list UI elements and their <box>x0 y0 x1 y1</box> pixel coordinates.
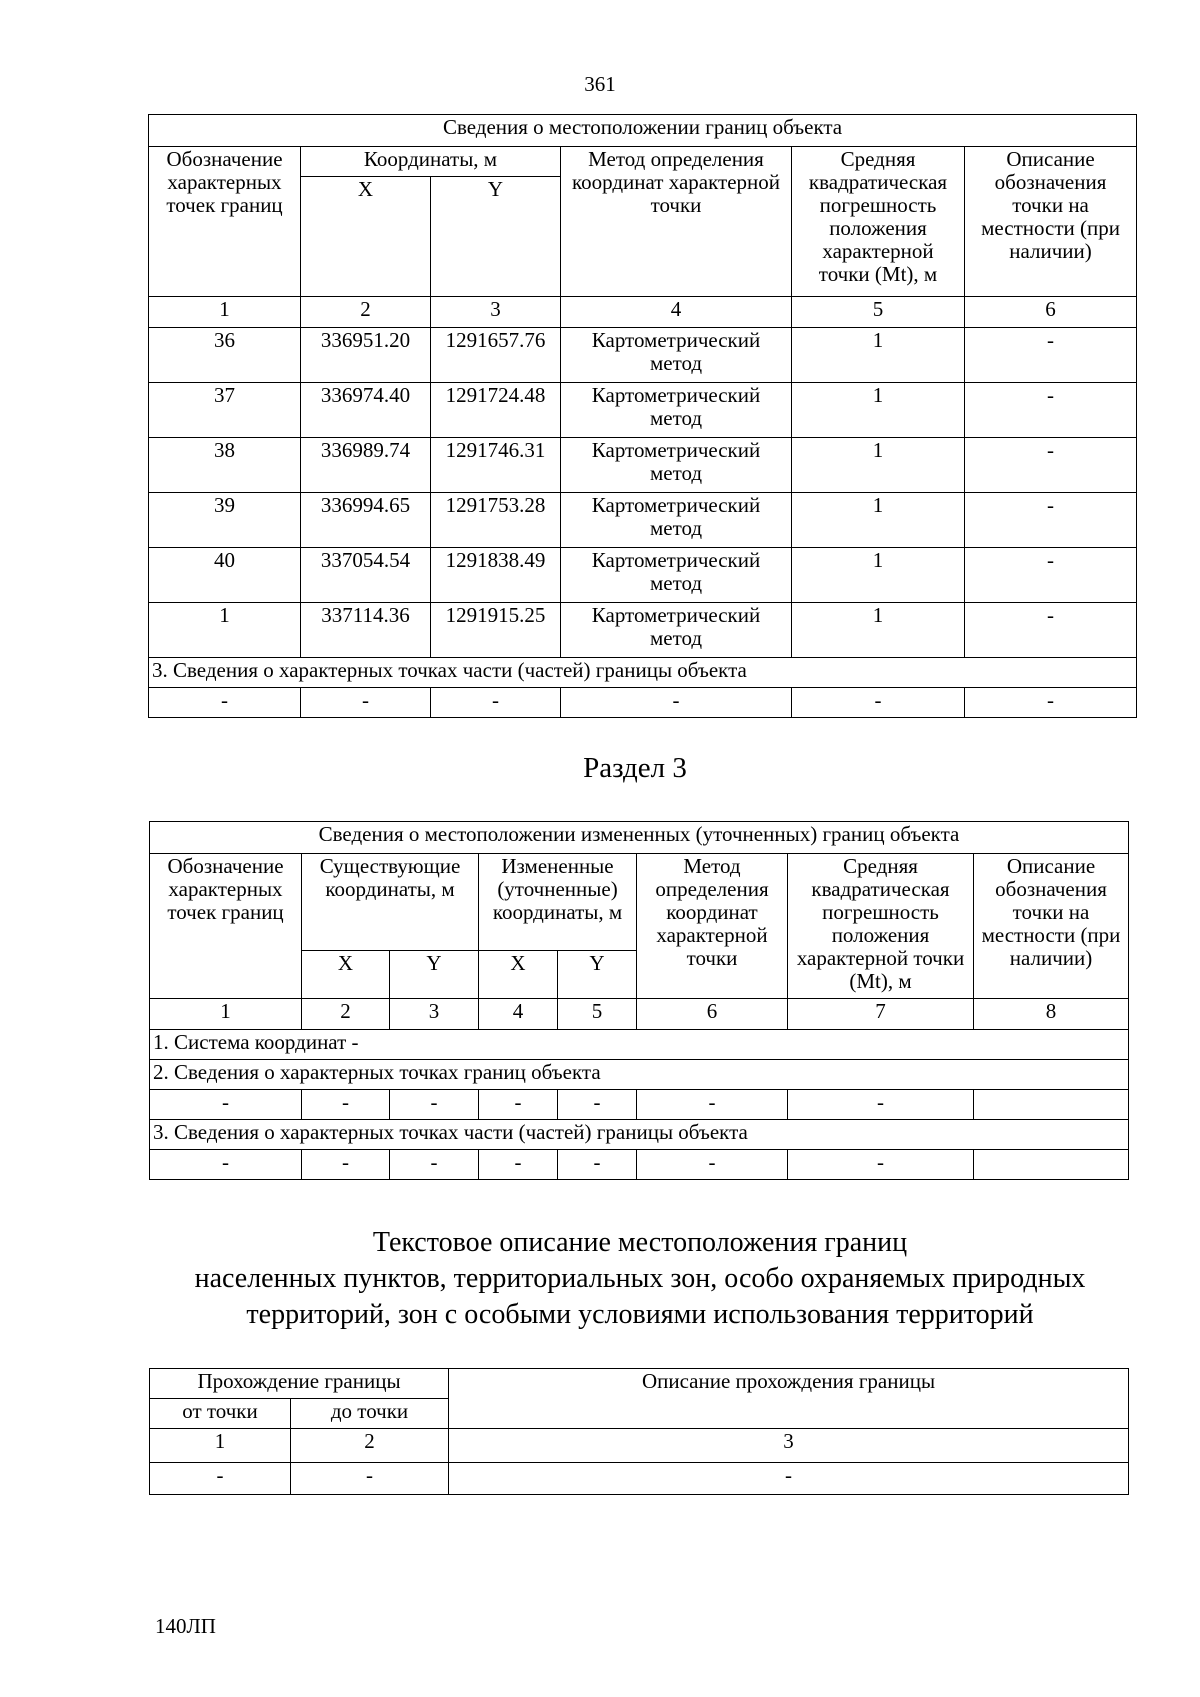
dash-cell: - <box>301 688 431 718</box>
error: 1 <box>792 438 965 493</box>
table-row <box>149 548 1137 603</box>
method: Картометрический метод <box>561 438 792 493</box>
dash-cell: - <box>637 1090 788 1120</box>
column-number: 1 <box>150 999 302 1030</box>
column-number: 4 <box>561 297 792 328</box>
dash-cell: - <box>150 1150 302 1180</box>
dash-cell: - <box>788 1150 974 1180</box>
description: - <box>965 548 1137 603</box>
dash-cell: - <box>479 1090 558 1120</box>
table-row <box>150 1090 1129 1120</box>
point-id: 37 <box>149 383 301 438</box>
point-id: 1 <box>149 603 301 658</box>
method: Картометрический метод <box>561 493 792 548</box>
header-existing-coordinates: Существующие координаты, м <box>302 854 479 951</box>
boundary-passage-table <box>149 1368 1129 1495</box>
header-passage: Прохождение границы <box>150 1369 449 1399</box>
column-number: 2 <box>301 297 431 328</box>
description: - <box>965 383 1137 438</box>
table-title: Сведения о местоположении границ объекта <box>149 115 1137 147</box>
text-description-heading <box>140 1225 1140 1333</box>
column-number: 1 <box>150 1429 291 1463</box>
method: Картометрический метод <box>561 383 792 438</box>
header-x: X <box>302 951 390 999</box>
dash-cell: - <box>558 1090 637 1120</box>
dash-cell: - <box>965 688 1137 718</box>
coordinate-system-label: 1. Система координат - <box>150 1030 1129 1060</box>
column-number: 8 <box>974 999 1129 1030</box>
coord-x: 336994.65 <box>301 493 431 548</box>
header-method: Метод определения координат характерной точки <box>637 854 788 999</box>
error: 1 <box>792 603 965 658</box>
method: Картометрический метод <box>561 548 792 603</box>
column-number: 3 <box>449 1429 1129 1463</box>
header-description: Описание обозначения точки на местности (при наличии) <box>965 147 1137 297</box>
header-error: Средняя квадратическая погрешность положения характерной точки (Mt), м <box>792 147 965 297</box>
header-from-point: от точки <box>150 1399 291 1429</box>
column-number: 5 <box>792 297 965 328</box>
dash-cell: - <box>390 1150 479 1180</box>
column-number: 3 <box>390 999 479 1030</box>
column-number: 6 <box>637 999 788 1030</box>
dash-cell: - <box>390 1090 479 1120</box>
error: 1 <box>792 383 965 438</box>
boundary-coordinates-table <box>148 114 1137 718</box>
section-label: 2. Сведения о характерных точках границ объекта <box>150 1060 1129 1090</box>
header-y: Y <box>431 177 561 297</box>
column-number: 4 <box>479 999 558 1030</box>
dash-cell: - <box>449 1463 1129 1495</box>
heading-line: Текстовое описание местоположения границ <box>372 1227 908 1258</box>
dash-cell: - <box>150 1090 302 1120</box>
coord-y: 1291724.48 <box>431 383 561 438</box>
description: - <box>965 603 1137 658</box>
dash-cell: - <box>558 1150 637 1180</box>
dash-cell: - <box>302 1090 390 1120</box>
description: - <box>965 328 1137 383</box>
header-point: Обозначение характерных точек границ <box>150 854 302 999</box>
description: - <box>965 438 1137 493</box>
point-id: 36 <box>149 328 301 383</box>
dash-cell: - <box>561 688 792 718</box>
header-changed-coordinates: Измененные (уточненные) координаты, м <box>479 854 637 951</box>
dash-cell: - <box>291 1463 449 1495</box>
coord-y: 1291915.25 <box>431 603 561 658</box>
header-y: Y <box>390 951 479 999</box>
coord-y: 1291746.31 <box>431 438 561 493</box>
header-point: Обозначение характерных точек границ <box>149 147 301 297</box>
point-id: 39 <box>149 493 301 548</box>
table-title: Сведения о местоположении измененных (уточненных) границ объекта <box>150 822 1129 854</box>
page-number: 361 <box>584 72 616 96</box>
table-row <box>149 603 1137 658</box>
dash-cell: - <box>150 1463 291 1495</box>
coord-y: 1291657.76 <box>431 328 561 383</box>
empty-cell <box>974 1090 1129 1120</box>
header-error: Средняя квадратическая погрешность положения характерной точки (Mt), м <box>788 854 974 999</box>
dash-cell: - <box>431 688 561 718</box>
dash-cell: - <box>792 688 965 718</box>
description: - <box>965 493 1137 548</box>
column-number: 2 <box>291 1429 449 1463</box>
coord-x: 337054.54 <box>301 548 431 603</box>
heading-line: территорий, зон с особыми условиями использования территорий <box>246 1299 1034 1330</box>
empty-cell <box>974 1150 1129 1180</box>
coord-y: 1291753.28 <box>431 493 561 548</box>
error: 1 <box>792 328 965 383</box>
header-x: X <box>479 951 558 999</box>
dash-cell: - <box>302 1150 390 1180</box>
coord-x: 336974.40 <box>301 383 431 438</box>
header-x: X <box>301 177 431 297</box>
table-row <box>149 493 1137 548</box>
error: 1 <box>792 493 965 548</box>
column-number: 1 <box>149 297 301 328</box>
table-row <box>149 438 1137 493</box>
coord-x: 336951.20 <box>301 328 431 383</box>
header-to-point: до точки <box>291 1399 449 1429</box>
changed-boundaries-table <box>149 821 1129 1180</box>
column-number: 2 <box>302 999 390 1030</box>
header-method: Метод определения координат характерной точки <box>561 147 792 297</box>
column-number: 7 <box>788 999 974 1030</box>
header-description: Описание обозначения точки на местности (при наличии) <box>974 854 1129 999</box>
section-title: Раздел 3 <box>583 752 687 784</box>
point-id: 40 <box>149 548 301 603</box>
header-y: Y <box>558 951 637 999</box>
error: 1 <box>792 548 965 603</box>
column-number: 5 <box>558 999 637 1030</box>
section-label: 3. Сведения о характерных точках части (частей) границы объекта <box>150 1120 1129 1150</box>
coord-x: 337114.36 <box>301 603 431 658</box>
method: Картометрический метод <box>561 328 792 383</box>
heading-line: населенных пунктов, территориальных зон, особо охраняемых природных <box>194 1263 1086 1294</box>
point-id: 38 <box>149 438 301 493</box>
dash-cell: - <box>149 688 301 718</box>
table-row <box>149 688 1137 718</box>
method: Картометрический метод <box>561 603 792 658</box>
table-row <box>150 1463 1129 1495</box>
table-row <box>150 1150 1129 1180</box>
table-row <box>149 328 1137 383</box>
coord-y: 1291838.49 <box>431 548 561 603</box>
section-label: 3. Сведения о характерных точках части (частей) границы объекта <box>149 658 1137 688</box>
dash-cell: - <box>788 1090 974 1120</box>
coord-x: 336989.74 <box>301 438 431 493</box>
column-number: 6 <box>965 297 1137 328</box>
footer-code: 140ЛП <box>155 1614 216 1638</box>
column-number: 3 <box>431 297 561 328</box>
dash-cell: - <box>479 1150 558 1180</box>
table-row <box>149 383 1137 438</box>
header-coordinates: Координаты, м <box>301 147 561 177</box>
dash-cell: - <box>637 1150 788 1180</box>
header-passage-description: Описание прохождения границы <box>449 1369 1129 1429</box>
